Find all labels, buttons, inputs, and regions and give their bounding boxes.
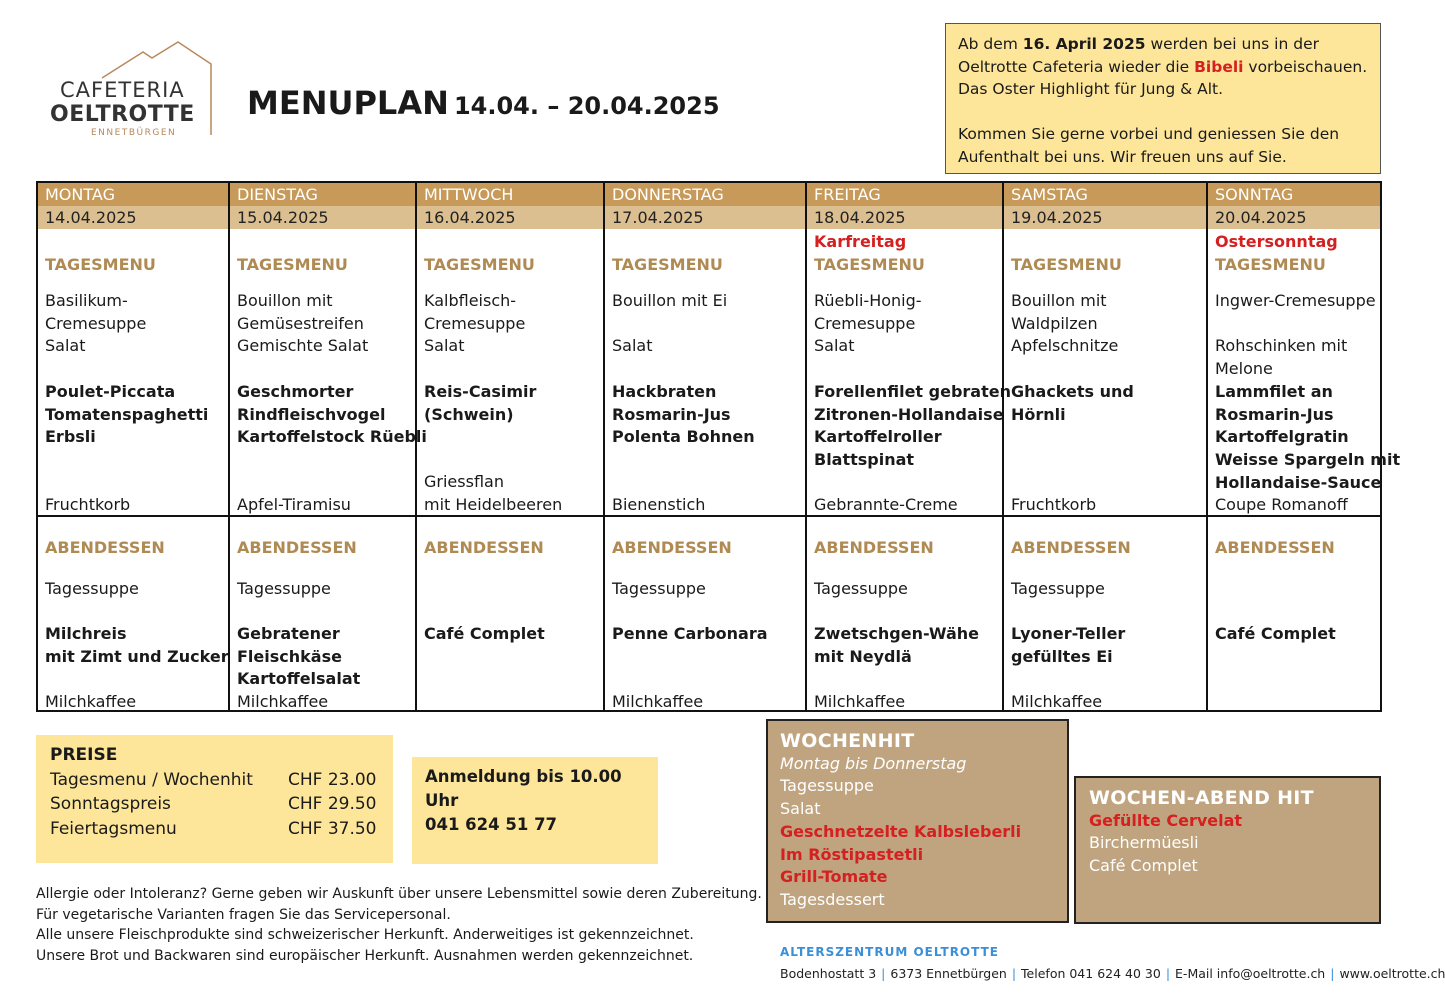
lunch-main: Rosmarin-Jus: [1215, 404, 1334, 424]
lunch-starter: Rüebli-Honig-: [814, 291, 922, 310]
lunch-section-label: TAGESMENU: [424, 255, 535, 274]
dinner-section-label: ABENDESSEN: [814, 538, 934, 557]
dinner-main: Café Complet: [1215, 624, 1336, 643]
dinner-main: gefülltes Ei: [1011, 646, 1113, 666]
day-column-samstag: [1002, 183, 1206, 710]
lunch-dessert: Fruchtkorb: [1011, 495, 1097, 514]
dinner-main: Lyoner-Teller: [1011, 624, 1126, 643]
lunch-section-label: TAGESMENU: [612, 255, 723, 274]
lunch-main: Blattspinat: [814, 450, 915, 470]
lunch-main: Forellenfilet gebraten: [814, 382, 1011, 401]
lunch-starter: Cremesuppe: [814, 313, 916, 333]
lunch-main: Hollandaise-Sauce: [1215, 472, 1382, 492]
notice-box: [945, 23, 1381, 174]
holiday-label: Karfreitag: [814, 232, 907, 251]
lunch-dessert: Gebrannte-Creme: [814, 495, 958, 514]
price-row: Feiertagsmenu CHF 37.50: [50, 818, 377, 839]
day-column-donnerstag: [603, 183, 805, 710]
price-row: Sonntagspreis CHF 29.50: [50, 794, 377, 814]
lunch-main: Hörnli: [1011, 404, 1066, 424]
cafeteria-logo: [40, 38, 230, 148]
logo-text-cafeteria: CAFETERIA: [60, 78, 185, 102]
dinner-main: Fleischkäse: [237, 646, 342, 666]
day-date: 14.04.2025: [45, 208, 137, 227]
notice-paragraph-2: Kommen Sie gerne vorbei und geniessen Sie den Aufenthalt bei uns. Wir freuen uns auf Sie.: [958, 125, 1340, 166]
footer-email[interactable]: E-Mail info@oeltrotte.ch: [1175, 966, 1326, 981]
lunch-starter: Gemüsestreifen: [237, 313, 364, 333]
logo-text-oeltrotte: OELTROTTE: [50, 102, 195, 127]
price-row: Tagesmenu / Wochenhit CHF 23.00: [50, 769, 377, 790]
day-column-sonntag: [1206, 183, 1401, 710]
day-date: 16.04.2025: [424, 208, 516, 227]
lunch-starter: Rohschinken mit: [1215, 336, 1348, 356]
weekly-evening-hit-box: WOCHEN-ABEND HIT Gefüllte Cervelat Birchermüesli Café Complet: [1074, 776, 1381, 924]
lunch-starter: Cremesuppe: [45, 313, 147, 333]
day-date: 19.04.2025: [1011, 208, 1103, 227]
lunch-main: Rosmarin-Jus: [612, 404, 731, 424]
menu-table: [36, 181, 1401, 712]
lunch-main: Tomatenspaghetti: [45, 404, 209, 424]
lunch-starter: Kalbfleisch-: [424, 291, 517, 310]
registration-box: [412, 757, 658, 864]
weekly-hit-box: WOCHENHIT Montag bis Donnerstag Tagessuppe Salat Geschnetzelte Kalbsleberli Im Röstipastetli Grill-Tomate Tagesdessert: [766, 719, 1069, 923]
day-column-freitag: [805, 183, 1011, 711]
dinner-main: Kartoffelsalat: [237, 669, 361, 689]
dinner-soup: Tagessuppe: [1011, 579, 1105, 598]
day-column-montag: [38, 183, 228, 710]
day-date: 18.04.2025: [814, 208, 906, 227]
day-name: SONNTAG: [1215, 185, 1294, 204]
lunch-section-label: TAGESMENU: [1215, 255, 1326, 274]
dinner-soup: Tagessuppe: [612, 579, 706, 598]
dinner-drink: Milchkaffee: [237, 692, 329, 711]
dinner-main: Penne Carbonara: [612, 624, 768, 643]
lunch-main: Lammfilet an: [1215, 381, 1333, 401]
dinner-main: Milchreis: [45, 624, 127, 643]
dinner-drink: Milchkaffee: [45, 692, 137, 711]
dinner-soup: Tagessuppe: [237, 579, 331, 598]
lunch-starter: Waldpilzen: [1011, 313, 1098, 333]
lunch-starter: Bouillon mit: [237, 291, 333, 310]
lunch-dessert: Apfel-Tiramisu: [237, 495, 351, 514]
dinner-soup: Tagessuppe: [814, 579, 908, 598]
lunch-main: Geschmorter: [237, 382, 354, 401]
lunch-starter: Gemischte Salat: [237, 336, 369, 356]
lunch-main: Kartoffelroller: [814, 427, 942, 447]
lunch-starter: Salat: [612, 336, 653, 356]
title-range: 14.04. – 20.04.2025: [453, 92, 720, 120]
lunch-starter: Ingwer-Cremesuppe: [1215, 291, 1376, 310]
lunch-main: Reis-Casimir: [424, 382, 537, 401]
lunch-main: Hackbraten: [612, 382, 717, 401]
evening-hit-heading: WOCHEN-ABEND HIT: [1089, 787, 1314, 809]
lunch-starter: Melone: [1215, 359, 1273, 379]
logo-text-location: ENNETBÜRGEN: [91, 128, 177, 138]
lunch-dessert: mit Heidelbeeren: [424, 495, 563, 514]
dinner-section-label: ABENDESSEN: [1215, 538, 1335, 557]
dinner-main: mit Zimt und Zucker: [45, 646, 229, 666]
day-date: 15.04.2025: [237, 208, 329, 227]
registration-phone[interactable]: 041 624 51 77: [425, 815, 558, 834]
price-box: [36, 735, 393, 863]
lunch-section-label: TAGESMENU: [814, 255, 925, 274]
lunch-main: Poulet-Piccata: [45, 382, 176, 401]
lunch-starter: Salat: [45, 336, 86, 356]
lunch-dessert: Coupe Romanoff: [1215, 495, 1348, 514]
lunch-main: Kartoffelgratin: [1215, 427, 1349, 447]
dinner-section-label: ABENDESSEN: [1011, 538, 1131, 557]
page-title: [247, 84, 720, 122]
lunch-dessert: Griessflan: [424, 472, 504, 492]
day-name: DIENSTAG: [237, 185, 318, 204]
lunch-main: (Schwein): [424, 404, 514, 424]
lunch-starter: Cremesuppe: [424, 313, 526, 333]
dinner-main: Zwetschgen-Wähe: [814, 624, 980, 643]
dinner-main: Café Complet: [424, 624, 545, 643]
dinner-section-label: ABENDESSEN: [237, 538, 357, 557]
dinner-main: mit Neydlä: [814, 646, 912, 666]
lunch-section-label: TAGESMENU: [237, 255, 348, 274]
dinner-drink: Milchkaffee: [814, 692, 906, 711]
lunch-section-label: TAGESMENU: [1011, 255, 1122, 274]
holiday-label: Ostersonntag: [1215, 232, 1338, 251]
lunch-main: Zitronen-Hollandaise: [814, 404, 1004, 424]
notice-paragraph-1: Ab dem 16. April 2025 werden bei uns in der Oeltrotte Cafeteria wieder die Bibeli vorbeischauen. Das Oster Highlight für Jung & Alt.: [958, 35, 1368, 98]
footer-brand: ALTERSZENTRUM OELTROTTE: [780, 945, 999, 959]
registration-deadline: Anmeldung bis 10.00 Uhr: [425, 767, 622, 810]
lunch-main: Weisse Spargeln mit: [1215, 449, 1401, 469]
lunch-dessert: Fruchtkorb: [45, 495, 131, 514]
lunch-starter: Bouillon mit Ei: [612, 291, 728, 310]
day-name: SAMSTAG: [1011, 185, 1088, 204]
lunch-main: Rindfleischvogel: [237, 404, 386, 424]
footer-contact: Bodenhostatt 3 | 6373 Ennetbürgen | Telefon 041 624 40 30 | E-Mail info@oeltrotte.ch | www.oeltrotte.ch: [780, 966, 1445, 981]
title-main: MENUPLAN: [247, 84, 449, 122]
lunch-main: Polenta Bohnen: [612, 427, 755, 447]
footer-phone[interactable]: Telefon 041 624 40 30: [1021, 966, 1161, 981]
lunch-main: Erbsli: [45, 427, 96, 447]
dinner-section-label: ABENDESSEN: [612, 538, 732, 557]
weekly-hit-days: Montag bis Donnerstag: [780, 753, 967, 773]
lunch-main: Ghackets und: [1011, 382, 1134, 401]
lunch-dessert: Bienenstich: [612, 495, 706, 514]
weekly-hit-heading: WOCHENHIT: [780, 730, 915, 752]
footer-website[interactable]: www.oeltrotte.ch: [1339, 966, 1445, 981]
day-name: DONNERSTAG: [612, 185, 724, 204]
dinner-section-label: ABENDESSEN: [424, 538, 544, 557]
day-date: 17.04.2025: [612, 208, 704, 227]
lunch-starter: Salat: [424, 336, 465, 356]
price-heading: PREISE: [50, 745, 118, 765]
dinner-drink: Milchkaffee: [612, 692, 704, 711]
day-name: FREITAG: [814, 185, 881, 204]
lunch-main: Kartoffelstock Rüebli: [237, 427, 427, 447]
dinner-drink: Milchkaffee: [1011, 692, 1103, 711]
lunch-starter: Salat: [814, 336, 855, 356]
lunch-starter: Basilikum-: [45, 291, 128, 310]
day-date: 20.04.2025: [1215, 208, 1307, 227]
day-name: MITTWOCH: [424, 185, 514, 204]
dinner-main: Gebratener: [237, 624, 340, 643]
dinner-section-label: ABENDESSEN: [45, 538, 165, 557]
day-column-mittwoch: [415, 183, 603, 710]
day-name: MONTAG: [45, 185, 115, 204]
day-column-dienstag: [228, 183, 427, 711]
allergy-info: Allergie oder Intoleranz? Gerne geben wir Auskunft über unsere Lebensmittel sowie deren Zubereitung. Für vegetarische Varianten fragen Sie das Servicepersonal. Alle unsere Fleischprodukte sind schweizerischer Herkunft. Anderweitiges ist gekennzeichnet. Unsere Brot und Backwaren sind europäischer Herkunft. Ausnahmen werden gekennzeichnet.: [36, 886, 762, 964]
lunch-section-label: TAGESMENU: [45, 255, 156, 274]
lunch-starter: Apfelschnitze: [1011, 336, 1119, 356]
dinner-soup: Tagessuppe: [45, 579, 139, 598]
lunch-starter: Bouillon mit: [1011, 291, 1107, 310]
